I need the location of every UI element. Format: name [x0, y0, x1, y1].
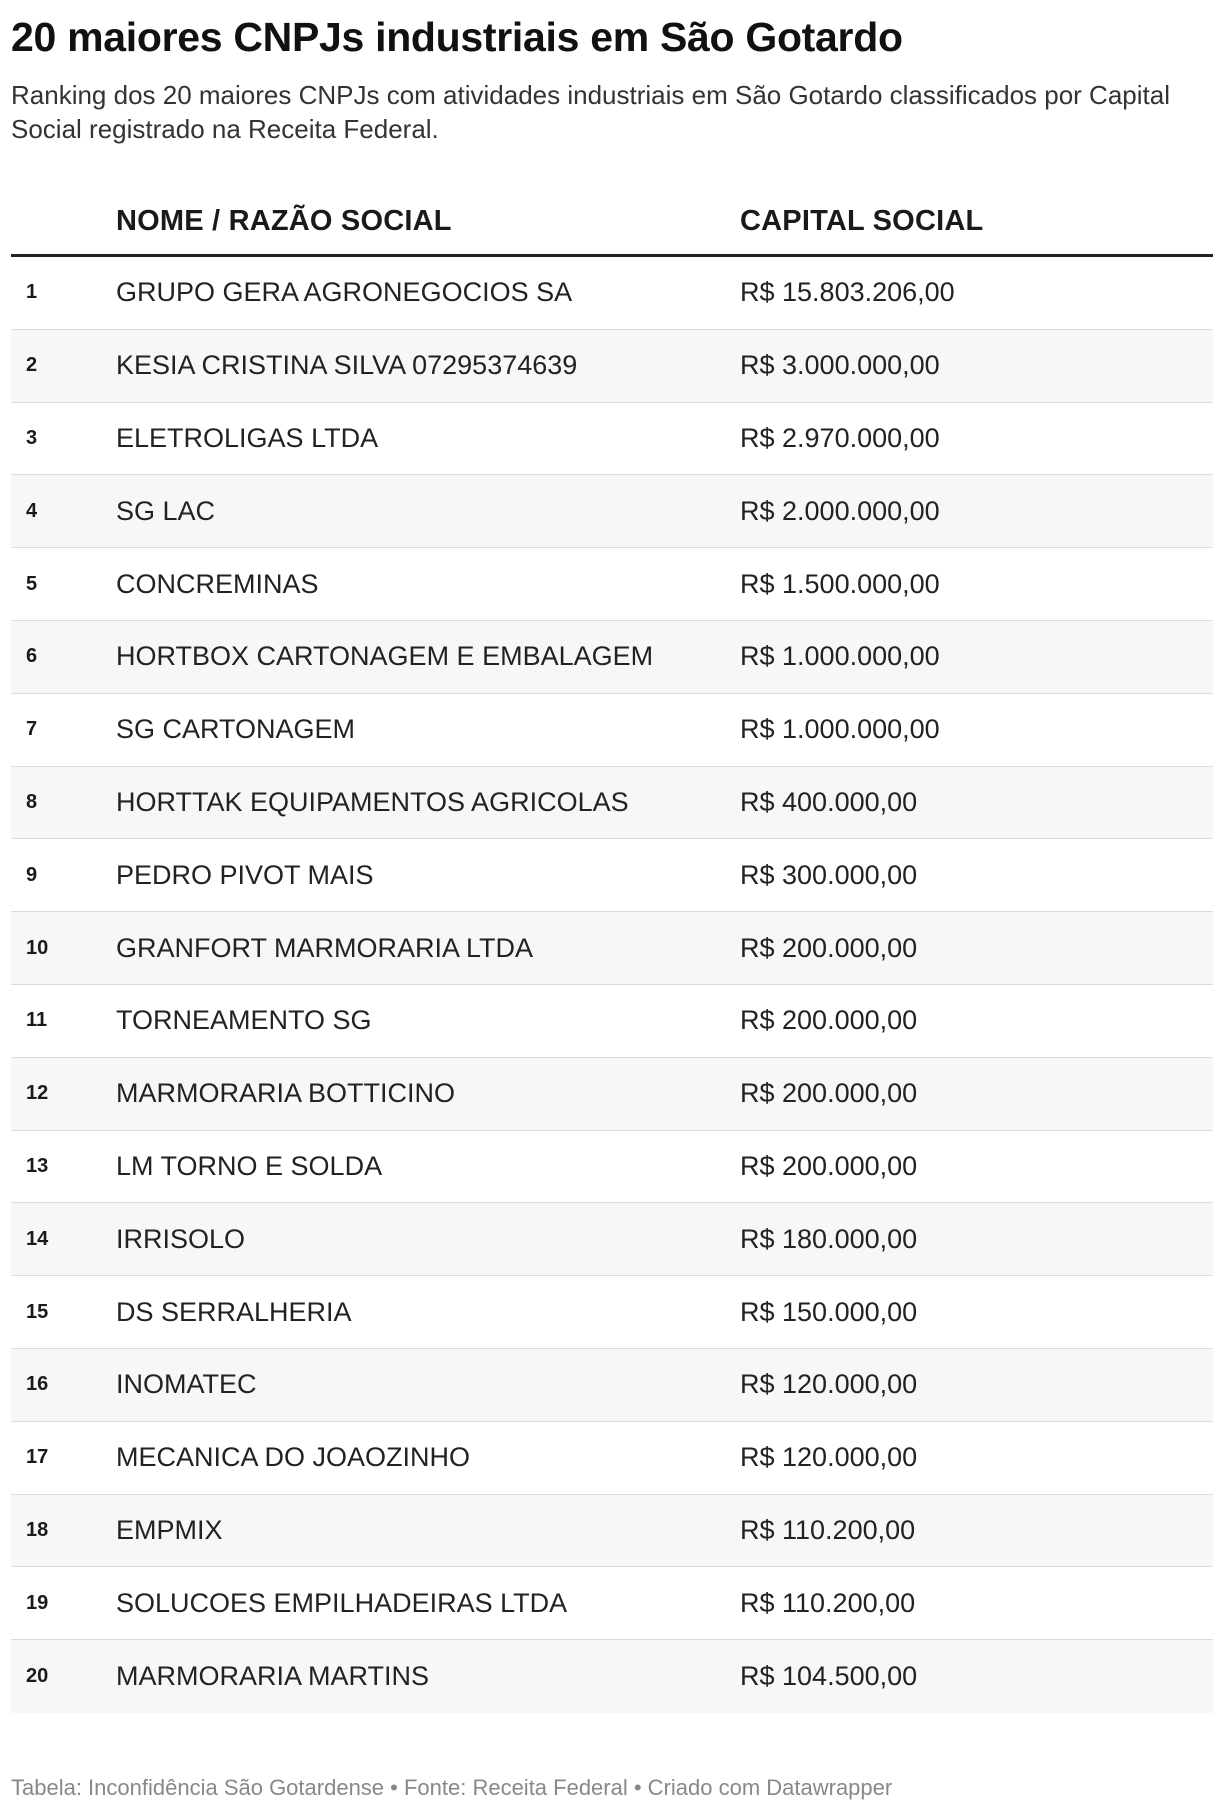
row-company-name: MARMORARIA BOTTICINO	[116, 1078, 456, 1109]
row-capital-social: R$ 180.000,00	[740, 1223, 918, 1254]
table-row	[11, 1131, 1213, 1204]
row-capital-social: R$ 150.000,00	[740, 1296, 918, 1327]
table-row	[11, 330, 1213, 403]
row-capital-social: R$ 120.000,00	[740, 1369, 918, 1400]
source-footer: Tabela: Inconfidência São Gotardense • Fonte: Receita Federal • Criado com Datawrapper	[11, 1775, 893, 1800]
row-company-name: SG CARTONAGEM	[116, 714, 356, 745]
row-rank: 10	[26, 936, 49, 959]
column-header-name[interactable]: NOME / RAZÃO SOCIAL	[116, 205, 452, 237]
row-rank: 15	[26, 1300, 49, 1323]
row-company-name: CONCREMINAS	[116, 568, 319, 599]
row-capital-social: R$ 200.000,00	[740, 1150, 918, 1181]
table-row	[11, 1276, 1213, 1349]
row-company-name: TORNEAMENTO SG	[116, 1005, 372, 1036]
row-company-name: IRRISOLO	[116, 1223, 246, 1254]
row-capital-social: R$ 2.000.000,00	[740, 495, 940, 526]
row-capital-social: R$ 110.200,00	[740, 1587, 916, 1618]
table-row	[11, 839, 1213, 912]
row-company-name: ELETROLIGAS LTDA	[116, 422, 379, 453]
row-rank: 1	[26, 281, 38, 304]
row-company-name: HORTTAK EQUIPAMENTOS AGRICOLAS	[116, 786, 629, 817]
row-company-name: EMPMIX	[116, 1514, 223, 1545]
row-rank: 9	[26, 863, 38, 886]
row-rank: 20	[26, 1665, 49, 1688]
table-row	[11, 694, 1213, 767]
table-row	[11, 1567, 1213, 1640]
table-row	[11, 985, 1213, 1058]
row-company-name: DS SERRALHERIA	[116, 1296, 352, 1327]
row-rank: 16	[26, 1373, 49, 1396]
table-row	[11, 1495, 1213, 1568]
row-capital-social: R$ 200.000,00	[740, 1005, 918, 1036]
row-capital-social: R$ 1.000.000,00	[740, 714, 940, 745]
row-rank: 7	[26, 718, 38, 741]
row-rank: 13	[26, 1154, 49, 1177]
table-row	[11, 1422, 1213, 1495]
row-rank: 3	[26, 426, 38, 449]
row-capital-social: R$ 1.000.000,00	[740, 641, 940, 672]
row-rank: 4	[26, 499, 38, 522]
table-row	[11, 475, 1213, 548]
page-title: 20 maiores CNPJs industriais em São Gotardo	[11, 14, 903, 60]
row-capital-social: R$ 200.000,00	[740, 932, 918, 963]
table-row	[11, 1640, 1213, 1713]
table-row	[11, 767, 1213, 840]
row-company-name: PEDRO PIVOT MAIS	[116, 859, 374, 890]
row-rank: 6	[26, 645, 38, 668]
table-row	[11, 257, 1213, 330]
row-rank: 12	[26, 1082, 49, 1105]
row-rank: 11	[26, 1009, 48, 1032]
row-company-name: MECANICA DO JOAOZINHO	[116, 1442, 471, 1473]
table-body	[11, 257, 1213, 1713]
row-capital-social: R$ 3.000.000,00	[740, 350, 940, 381]
row-company-name: SG LAC	[116, 495, 216, 526]
data-table	[11, 190, 1213, 1713]
row-company-name: GRUPO GERA AGRONEGOCIOS SA	[116, 277, 573, 308]
table-row	[11, 912, 1213, 985]
row-rank: 14	[26, 1227, 49, 1250]
row-company-name: KESIA CRISTINA SILVA 07295374639	[116, 350, 578, 381]
table-row	[11, 1058, 1213, 1131]
chart-container	[11, 0, 1213, 1692]
row-company-name: HORTBOX CARTONAGEM E EMBALAGEM	[116, 641, 654, 672]
table-row	[11, 403, 1213, 476]
row-rank: 19	[26, 1591, 49, 1614]
row-company-name: GRANFORT MARMORARIA LTDA	[116, 932, 534, 963]
row-rank: 8	[26, 790, 38, 813]
table-row	[11, 1349, 1213, 1422]
row-capital-social: R$ 1.500.000,00	[740, 568, 940, 599]
row-capital-social: R$ 200.000,00	[740, 1078, 918, 1109]
row-capital-social: R$ 120.000,00	[740, 1442, 918, 1473]
row-capital-social: R$ 400.000,00	[740, 786, 918, 817]
row-capital-social: R$ 300.000,00	[740, 859, 918, 890]
table-row	[11, 621, 1213, 694]
row-company-name: INOMATEC	[116, 1369, 257, 1400]
table-row	[11, 548, 1213, 621]
row-company-name: LM TORNO E SOLDA	[116, 1150, 383, 1181]
row-company-name: SOLUCOES EMPILHADEIRAS LTDA	[116, 1587, 568, 1618]
table-header	[11, 190, 1213, 257]
row-capital-social: R$ 110.200,00	[740, 1514, 916, 1545]
row-company-name: MARMORARIA MARTINS	[116, 1661, 430, 1692]
row-capital-social: R$ 15.803.206,00	[740, 277, 955, 308]
row-rank: 17	[26, 1446, 49, 1469]
page-subtitle: Ranking dos 20 maiores CNPJs com atividades industriais em São Gotardo classificados por Capital Social registrado na Receita Federal.	[11, 80, 1170, 144]
row-capital-social: R$ 2.970.000,00	[740, 422, 940, 453]
table-row	[11, 1203, 1213, 1276]
column-header-capital[interactable]: CAPITAL SOCIAL	[740, 205, 984, 237]
row-rank: 2	[26, 354, 38, 377]
row-rank: 18	[26, 1518, 49, 1541]
row-rank: 5	[26, 572, 38, 595]
row-capital-social: R$ 104.500,00	[740, 1661, 918, 1692]
